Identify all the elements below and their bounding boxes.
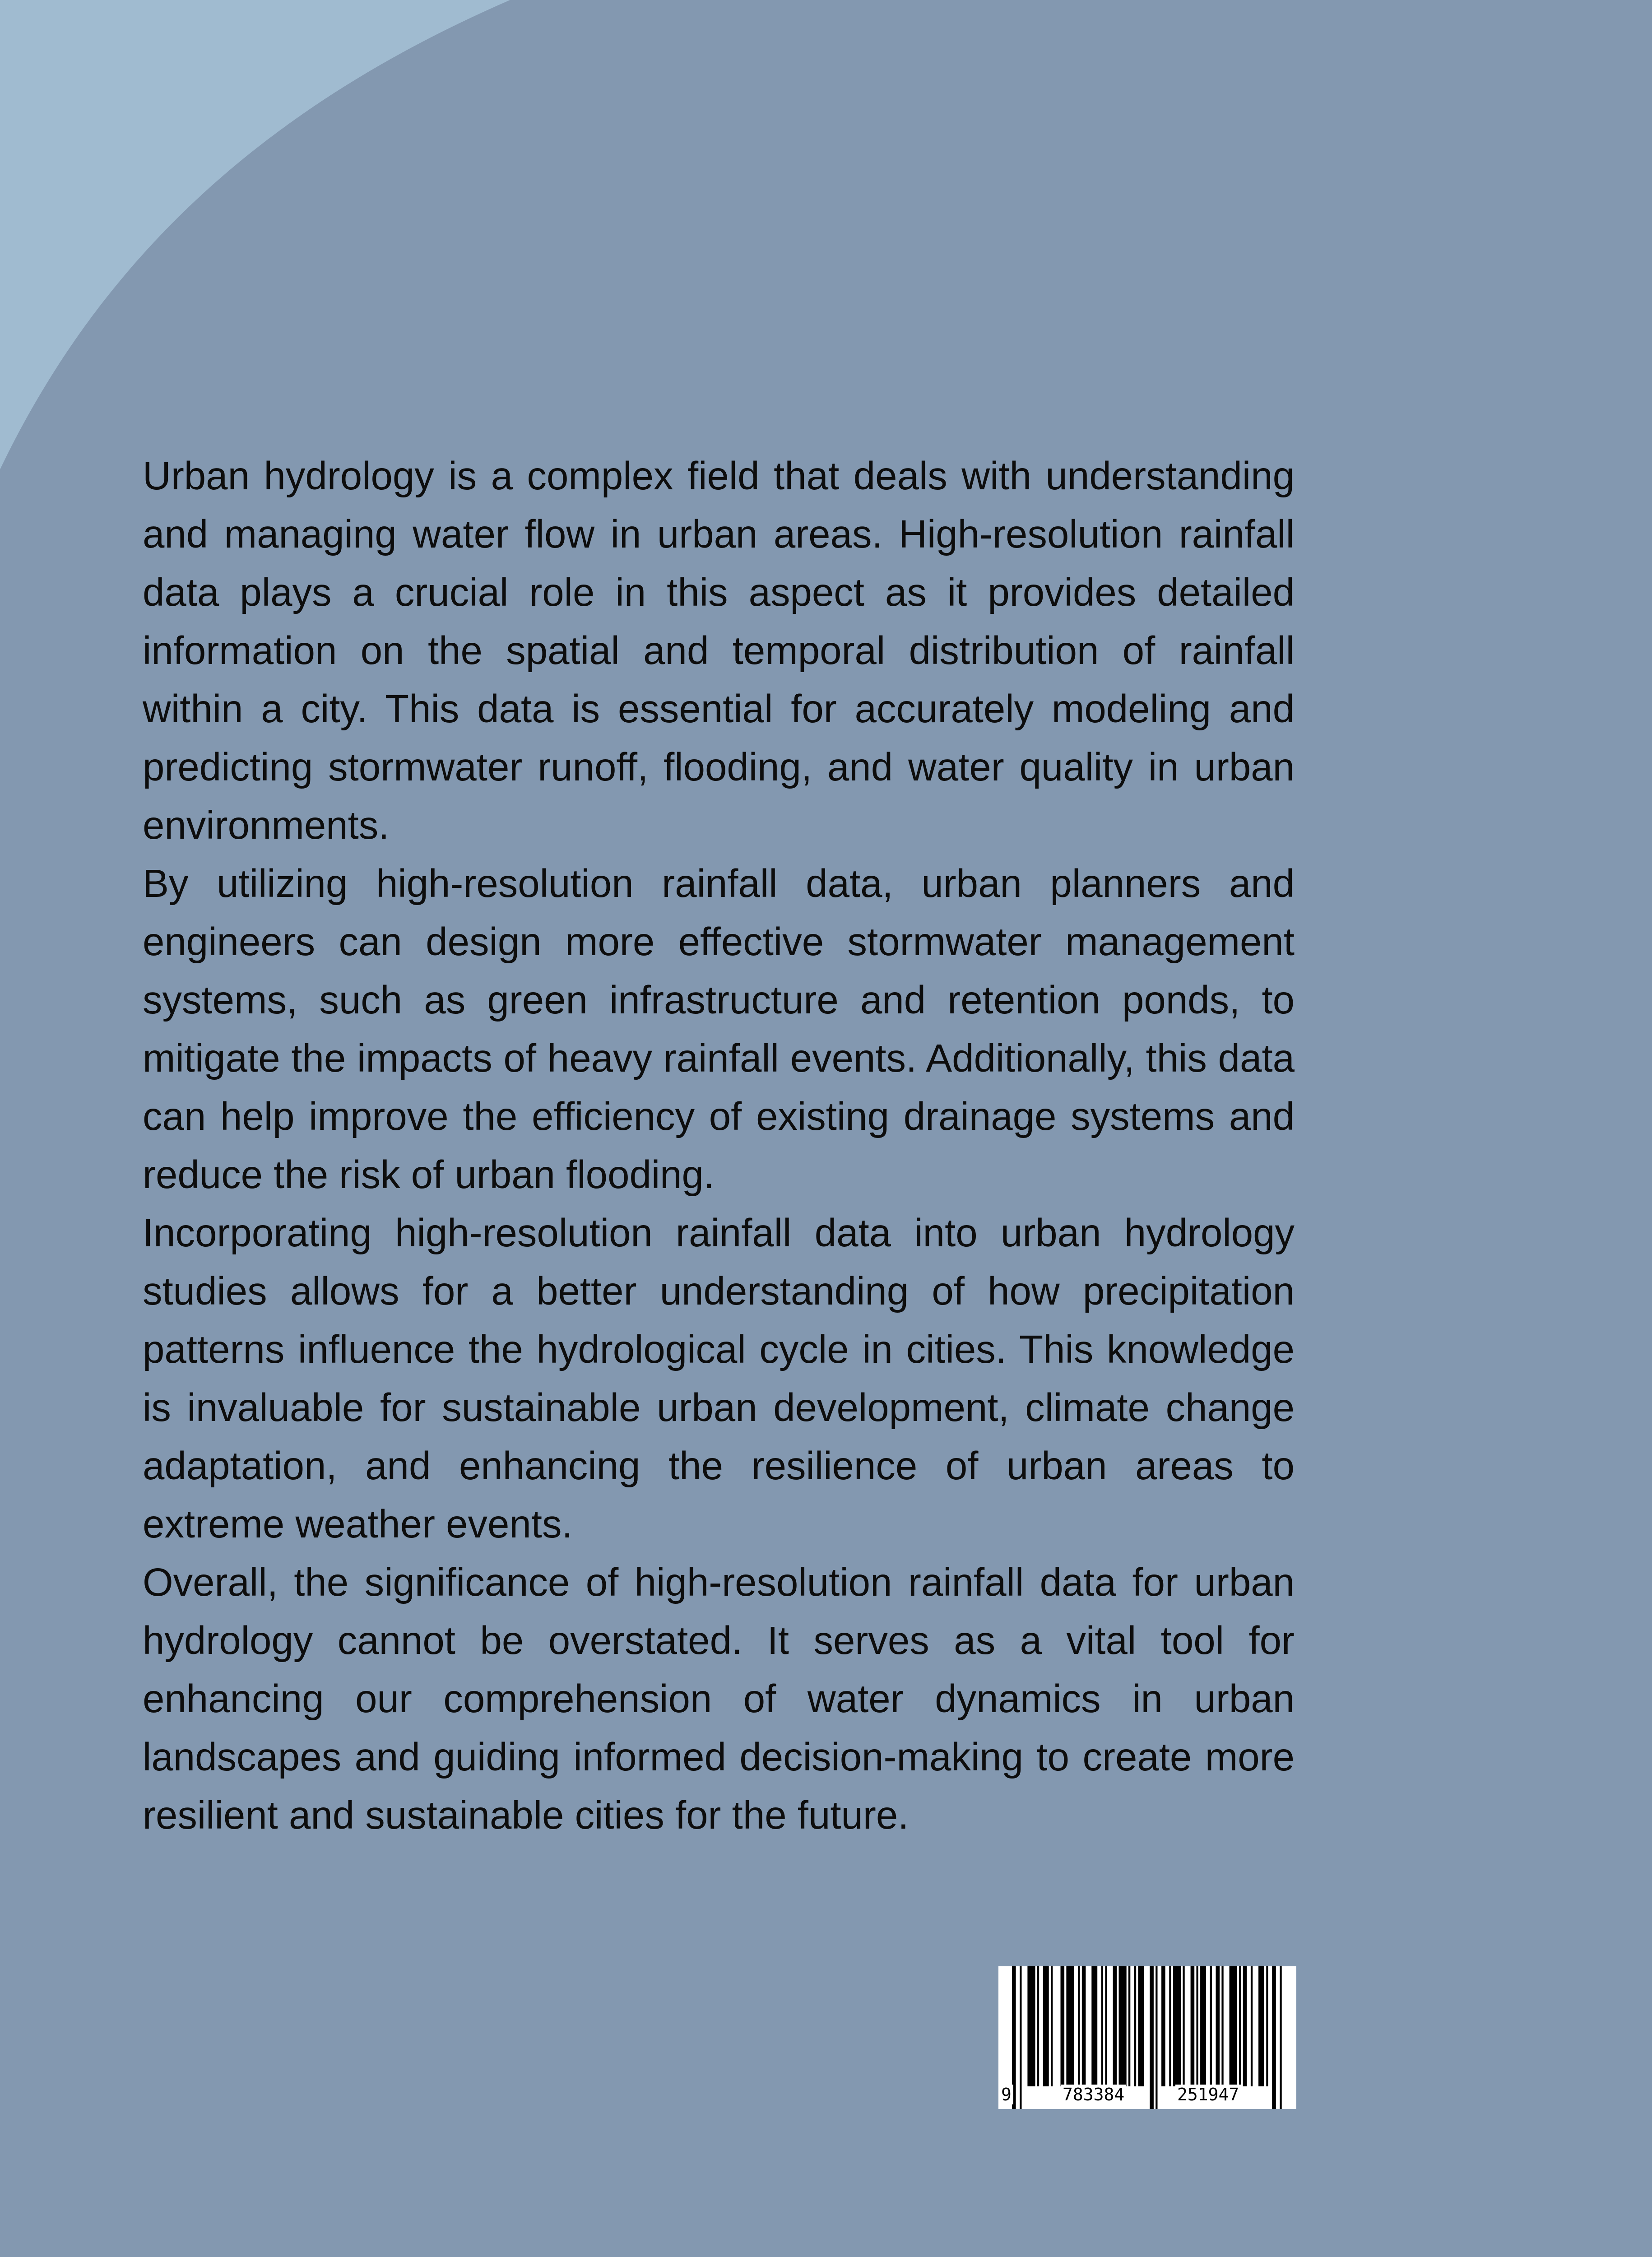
barcode-bar xyxy=(1037,1966,1039,2086)
blurb-paragraph-2: By utilizing high-resolution rainfall data, urban planners and engineers can design more effective stormwater management systems, such as green infrastructure and retention ponds, to mitigate the impacts of heavy rainfall events. Additionally, this data can help improve the efficiency of existing drainage systems and reduce the risk of urban flooding. xyxy=(143,862,1295,1197)
barcode-bar xyxy=(1051,1966,1053,2086)
barcode-bar xyxy=(1043,1966,1049,2086)
barcode-bar xyxy=(1266,1966,1268,2086)
barcode-bar xyxy=(1216,1966,1220,2086)
barcode-bar xyxy=(1105,1966,1107,2086)
barcode-bar xyxy=(1200,1966,1206,2086)
blurb-paragraph-1: Urban hydrology is a complex field that deals with understanding and managing water flow in urban areas. High-resolution rainfall data plays a crucial role in this aspect as it provides detailed information on the spatial and temporal distribution of rainfall within a city. This data is essential for accurately modeling and predicting stormwater runoff, flooding, and water quality in urban environments. xyxy=(143,454,1295,847)
barcode-bar xyxy=(1173,1966,1181,2086)
barcode-bar xyxy=(1183,1966,1184,2086)
barcode-bar xyxy=(1258,1966,1264,2086)
barcode-bar xyxy=(1134,1966,1136,2086)
isbn-barcode xyxy=(998,1966,1296,2109)
barcode-digits xyxy=(998,2082,1296,2109)
barcode-bar xyxy=(1138,1966,1144,2086)
blurb-paragraph-4: Overall, the significance of high-resolution rainfall data for urban hydrology cannot be overstated. It serves as a vital tool for enhancing our comprehension of water dynamics in urban landscapes and guiding informed decision-making to create more resilient and sustainable cities for the future. xyxy=(143,1560,1295,1837)
barcode-bar xyxy=(1101,1966,1103,2086)
barcode-bar xyxy=(1091,1966,1097,2086)
barcode-bar xyxy=(1210,1966,1212,2086)
barcode-bar xyxy=(1169,1966,1171,2086)
barcode-bar xyxy=(1221,1966,1223,2086)
barcode-digit-first: 9 xyxy=(999,2085,1013,2104)
barcode-bar xyxy=(1082,1966,1086,2086)
blurb-text xyxy=(143,447,1295,1844)
blurb-paragraph-3: Incorporating high-resolution rainfall data into urban hydrology studies allows for a better understanding of how precipitation patterns influence the hydrological cycle in cities. This knowledge is invaluable for sustainable urban development, climate change adaptation, and enhancing the resilience of urban areas to extreme weather events. xyxy=(143,1211,1295,1546)
barcode-bar xyxy=(1197,1966,1198,2086)
barcode-bar xyxy=(1243,1966,1247,2086)
barcode-bar xyxy=(1161,1966,1165,2086)
barcode-bar xyxy=(1128,1966,1130,2086)
barcode-bar xyxy=(1061,1966,1065,2086)
barcode-bar xyxy=(1113,1966,1117,2086)
barcode-bar xyxy=(1191,1966,1195,2086)
barcode-digits-left: 783384 xyxy=(1061,2085,1126,2104)
barcode-bar xyxy=(1239,1966,1241,2086)
barcode-bar xyxy=(1066,1966,1074,2086)
barcode-bar xyxy=(1230,1966,1237,2086)
barcode-bar xyxy=(1119,1966,1127,2086)
barcode-digits-right: 251947 xyxy=(1175,2085,1241,2104)
barcode-bar xyxy=(1027,1966,1035,2086)
barcode-bar xyxy=(1078,1966,1080,2086)
barcode-bar xyxy=(1251,1966,1253,2086)
